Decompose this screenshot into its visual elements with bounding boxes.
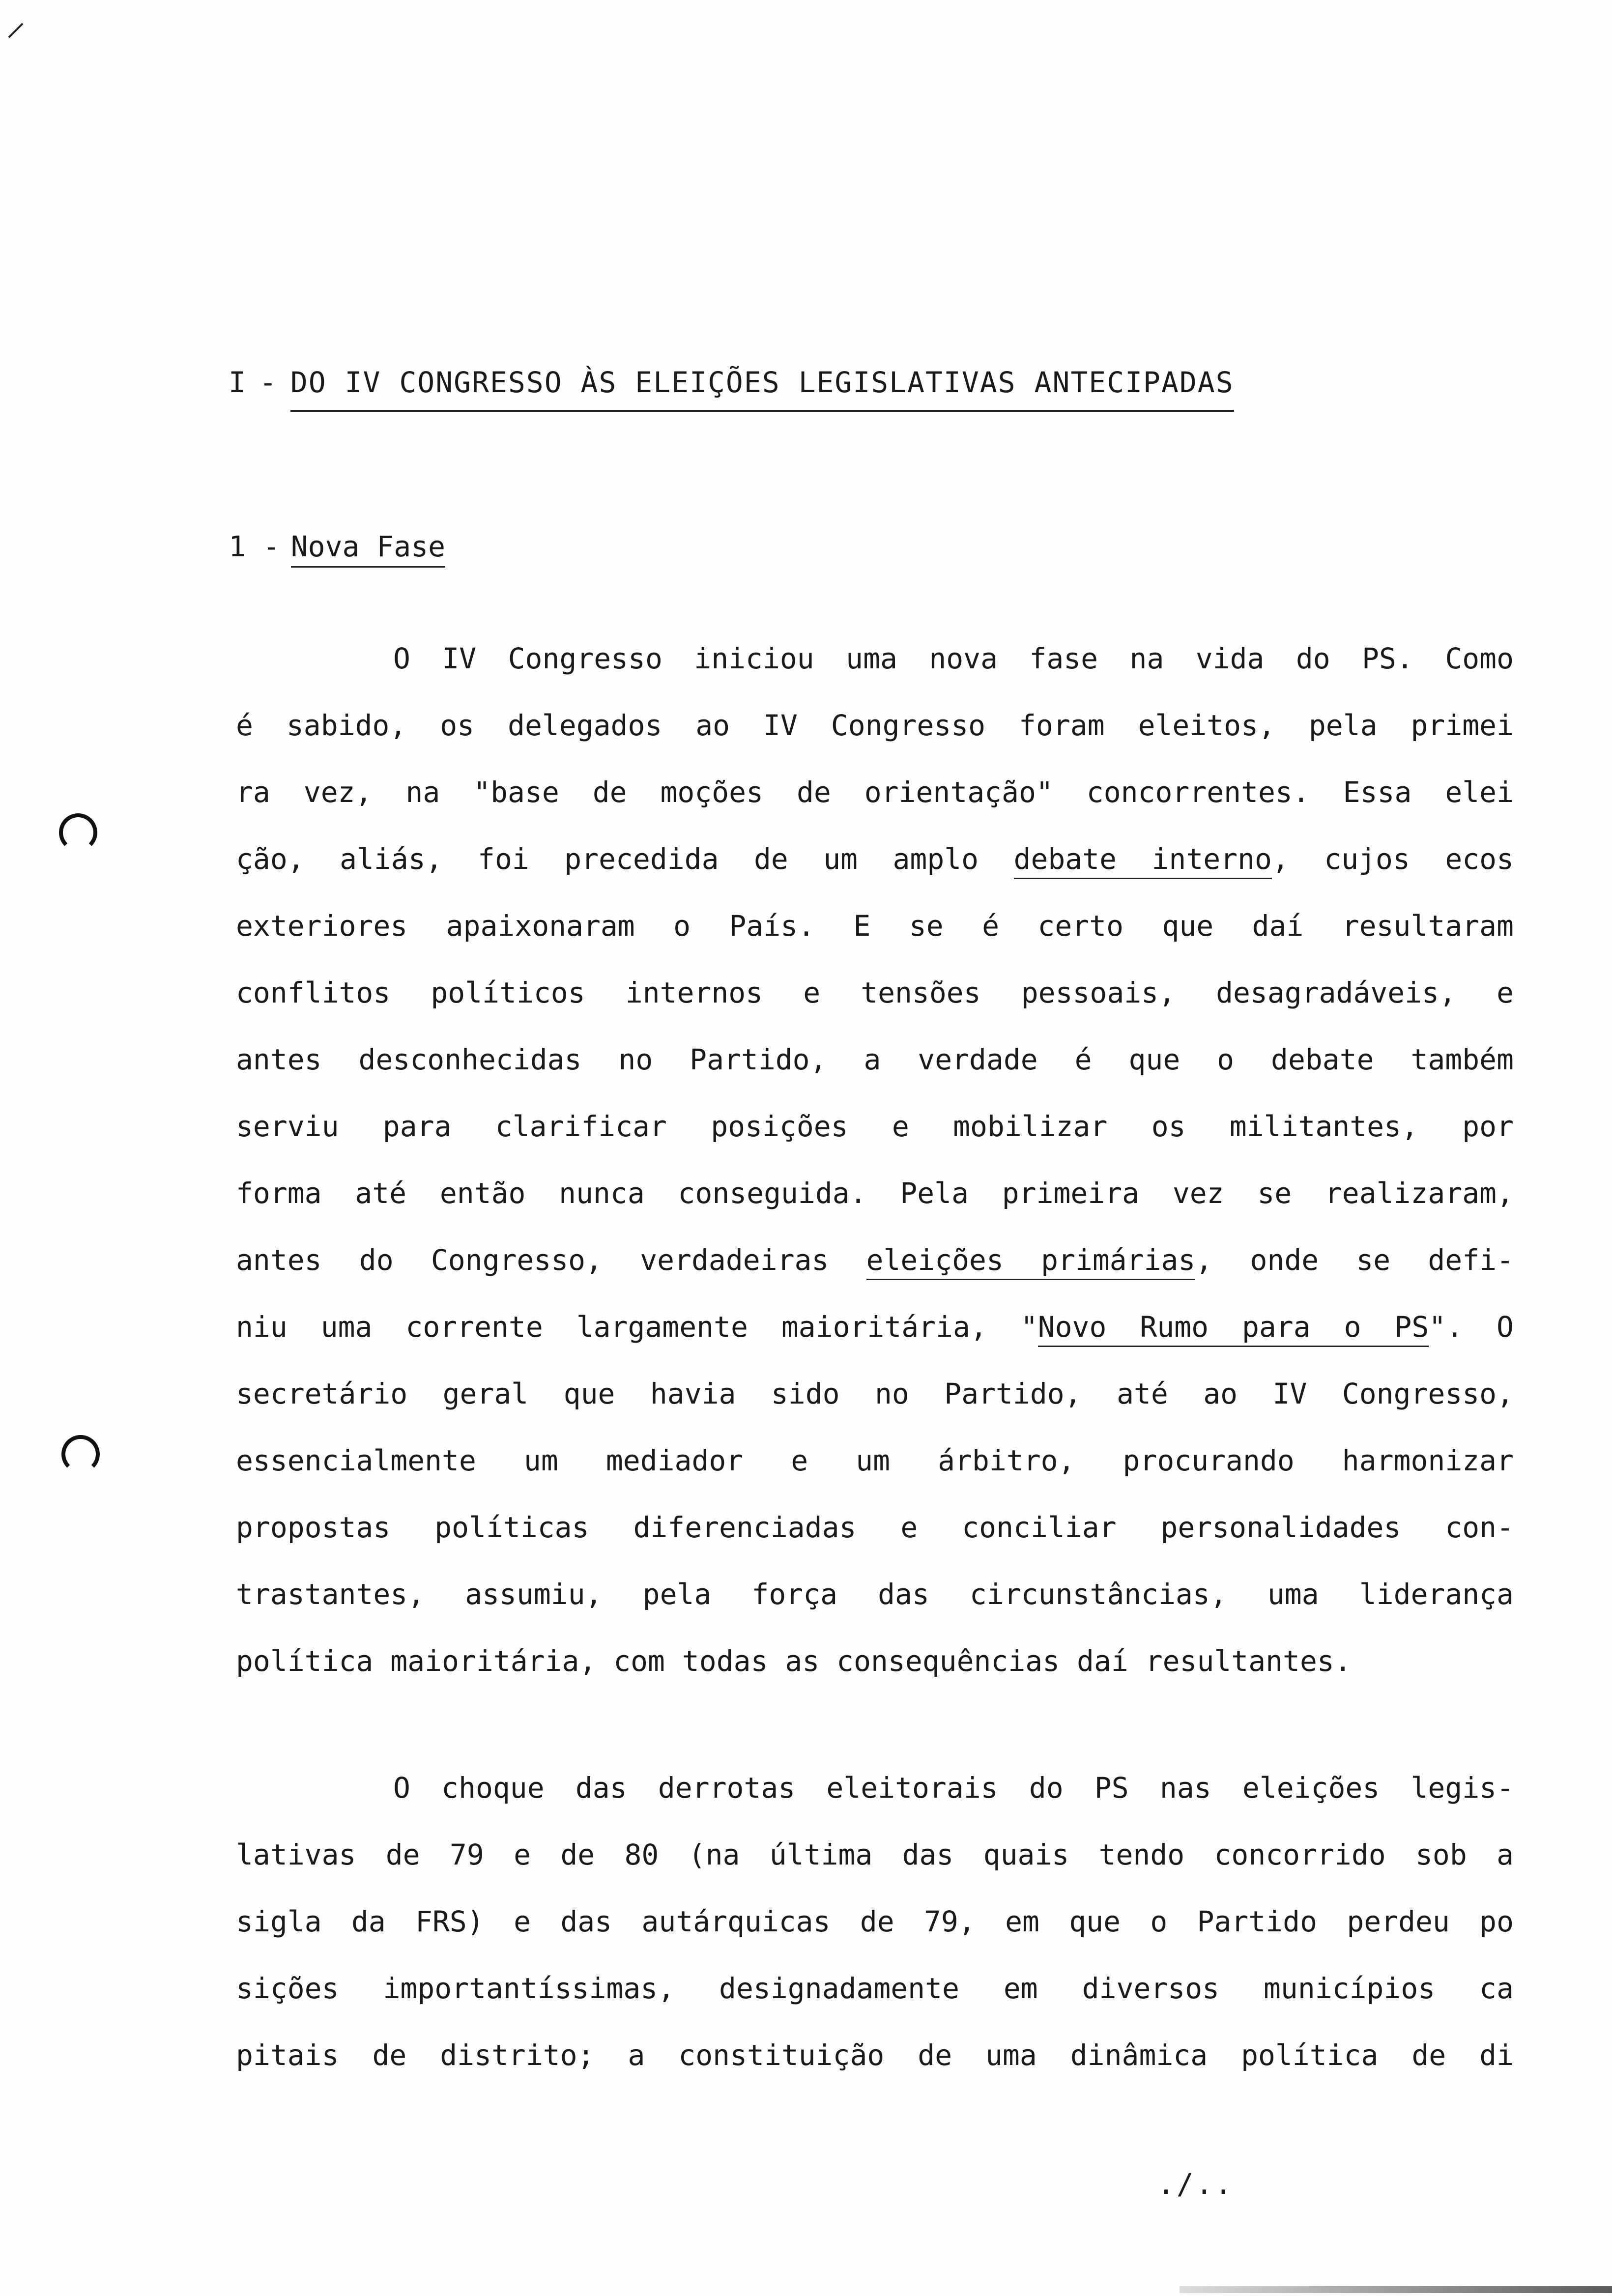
section-title: Nova Fase: [291, 530, 445, 568]
chapter-dash: -: [259, 366, 278, 399]
paragraph-line: propostas políticas diferenciadas e conciliar personalidades con-: [236, 1511, 1514, 1544]
text-run: niu uma corrente largamente maioritária, ": [236, 1310, 1038, 1344]
paragraph-line: trastantes, assumiu, pela força das circunstâncias, uma liderança: [236, 1578, 1514, 1611]
paragraph-line: antes desconhecidas no Partido, a verdade é que o debate também: [236, 1043, 1514, 1076]
paragraph-line: serviu para clarificar posições e mobilizar os militantes, por: [236, 1110, 1514, 1143]
text-run: ção, aliás, foi precedida de um amplo: [236, 842, 1014, 876]
text-run: antes do Congresso, verdadeiras: [236, 1243, 866, 1277]
paragraph-1: [236, 625, 1514, 1694]
paragraph-line: é sabido, os delegados ao IV Congresso foram eleitos, pela primei: [236, 709, 1514, 742]
continuation-mark: ./..: [1157, 2167, 1234, 2201]
paragraph-line: [236, 1293, 1514, 1360]
paragraph-line: essencialmente um mediador e um árbitro, procurando harmonizar: [236, 1444, 1514, 1477]
binder-hole-bottom: [61, 1435, 100, 1473]
paragraph-line: [236, 826, 1514, 892]
paragraph-line: forma até então nunca conseguida. Pela primeira vez se realizaram,: [236, 1177, 1514, 1210]
paragraph-2: [236, 1754, 1514, 2089]
paragraph-line: ra vez, na "base de moções de orientação" concorrentes. Essa elei: [236, 775, 1514, 809]
paragraph-line: política maioritária, com todas as consequências daí resultantes.: [236, 1644, 1352, 1678]
paragraph-line: pitais de distrito; a constituição de uma dinâmica política de di: [236, 2038, 1514, 2072]
paragraph-line: exteriores apaixonaram o País. E se é certo que daí resultaram: [236, 909, 1514, 943]
corner-pen-mark: [8, 23, 23, 38]
paragraph-line: sigla da FRS) e das autárquicas de 79, em que o Partido perdeu po: [236, 1905, 1514, 1938]
section-heading: [229, 527, 445, 566]
paragraph-line: lativas de 79 e de 80 (na última das quais tendo concorrido sob a: [236, 1838, 1514, 1871]
underlined-phrase: eleições primárias: [866, 1243, 1196, 1280]
paragraph-line: [236, 1227, 1514, 1293]
chapter-heading: [229, 363, 1234, 412]
scan-edge-artifact: [1180, 2286, 1612, 2293]
paragraph-line: secretário geral que havia sido no Partido, até ao IV Congresso,: [236, 1377, 1514, 1410]
underlined-phrase: debate interno: [1014, 842, 1272, 879]
chapter-number: I: [229, 366, 247, 399]
chapter-title: DO IV CONGRESSO ÀS ELEIÇÕES LEGISLATIVAS ANTECIPADAS: [290, 363, 1234, 412]
text-run: , onde se defi-: [1195, 1243, 1514, 1277]
text-run: , cujos ecos: [1271, 842, 1514, 876]
paragraph-line: O choque das derrotas eleitorais do PS nas eleições legis-: [393, 1771, 1514, 1805]
paragraph-line: O IV Congresso iniciou uma nova fase na vida do PS. Como: [393, 642, 1514, 675]
text-run: ". O: [1429, 1310, 1514, 1344]
paragraph-line: conflitos políticos internos e tensões pessoais, desagradáveis, e: [236, 976, 1514, 1009]
paragraph-line: sições importantíssimas, designadamente em diversos municípios ca: [236, 1972, 1514, 2005]
underlined-phrase: Novo Rumo para o PS: [1038, 1310, 1429, 1347]
binder-hole-top: [59, 813, 97, 852]
section-number: 1 -: [229, 530, 280, 563]
